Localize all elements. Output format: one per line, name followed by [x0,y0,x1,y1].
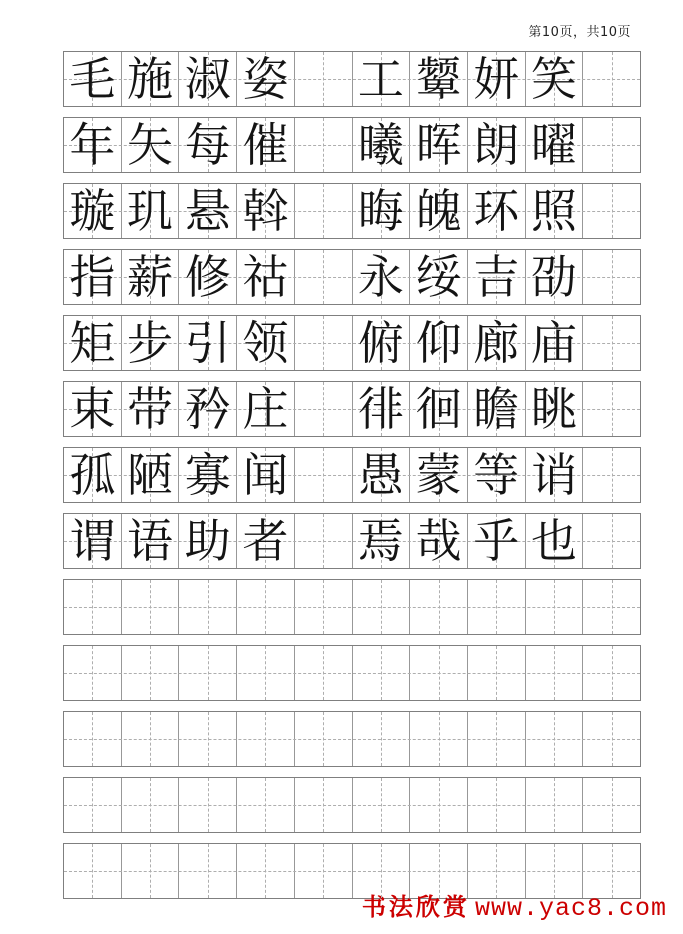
calligraphy-character: 矜 [184,382,231,436]
character-cell [353,316,411,370]
character-cell [353,118,411,172]
empty-cell [237,844,295,898]
calligraphy-character [295,52,352,106]
character-cell [122,118,180,172]
calligraphy-character [295,184,352,238]
character-cell [526,382,584,436]
calligraphy-character [583,514,640,568]
character-cell [179,118,237,172]
calligraphy-character: 毛 [69,52,116,106]
empty-cell [64,712,122,766]
empty-practice-row [63,579,641,635]
calligraphy-character: 施 [127,52,174,106]
character-cell [468,382,526,436]
calligraphy-character: 指 [69,250,116,304]
empty-cell [353,712,411,766]
calligraphy-character: 孤 [69,448,116,502]
calligraphy-character: 斡 [242,184,289,238]
calligraphy-character: 矢 [127,118,174,172]
calligraphy-character: 瞻 [473,382,520,436]
calligraphy-character [583,316,640,370]
character-cell [122,52,180,106]
empty-cell [295,118,353,172]
character-cell [122,316,180,370]
empty-cell [295,250,353,304]
character-cell [122,448,180,502]
calligraphy-character: 环 [473,184,520,238]
empty-cell [64,580,122,634]
character-cell [468,184,526,238]
calligraphy-character: 玑 [127,184,174,238]
calligraphy-character: 晖 [415,118,462,172]
empty-cell [410,778,468,832]
calligraphy-character: 愚 [357,448,404,502]
calligraphy-character: 徊 [415,382,462,436]
empty-cell [237,778,295,832]
character-cell [237,382,295,436]
empty-cell [295,580,353,634]
character-cell [468,52,526,106]
calligraphy-character: 姿 [242,52,289,106]
empty-cell [179,646,237,700]
empty-cell [583,712,640,766]
character-cell [179,184,237,238]
calligraphy-character [583,184,640,238]
calligraphy-character: 淑 [184,52,231,106]
empty-practice-row [63,777,641,833]
character-cell [179,514,237,568]
character-cell [64,184,122,238]
empty-cell [583,778,640,832]
empty-cell [179,580,237,634]
empty-cell [410,580,468,634]
empty-cell [526,580,584,634]
character-cell [353,514,411,568]
character-cell [353,448,411,502]
character-cell [179,52,237,106]
character-cell [237,514,295,568]
character-cell [410,448,468,502]
empty-cell [295,712,353,766]
calligraphy-character [583,382,640,436]
calligraphy-character: 语 [127,514,174,568]
calligraphy-character: 笑 [530,52,577,106]
calligraphy-character: 妍 [473,52,520,106]
empty-cell [468,712,526,766]
character-cell [468,316,526,370]
empty-cell [122,778,180,832]
calligraphy-character: 吉 [473,250,520,304]
character-cell [468,118,526,172]
calligraphy-character [295,118,352,172]
character-cell [353,250,411,304]
empty-cell [583,646,640,700]
calligraphy-character: 修 [184,250,231,304]
calligraphy-character: 眺 [530,382,577,436]
grid-row [63,513,641,569]
character-cell [526,316,584,370]
empty-cell [410,712,468,766]
empty-cell [583,250,640,304]
empty-practice-row [63,843,641,899]
character-cell [237,316,295,370]
calligraphy-character: 每 [184,118,231,172]
empty-practice-row [63,645,641,701]
empty-cell [295,316,353,370]
character-cell [237,448,295,502]
empty-cell [179,844,237,898]
character-cell [64,52,122,106]
character-cell [179,382,237,436]
empty-cell [295,646,353,700]
character-cell [179,316,237,370]
calligraphy-character: 领 [242,316,289,370]
calligraphy-character: 年 [69,118,116,172]
character-cell [410,514,468,568]
empty-cell [295,844,353,898]
calligraphy-character: 劭 [530,250,577,304]
empty-cell [583,184,640,238]
character-cell [64,382,122,436]
grid-row [63,381,641,437]
calligraphy-character: 蒙 [415,448,462,502]
calligraphy-character [295,250,352,304]
empty-cell [295,382,353,436]
empty-cell [295,514,353,568]
empty-cell [353,778,411,832]
empty-cell [122,580,180,634]
character-cell [64,514,122,568]
calligraphy-character: 祜 [242,250,289,304]
calligraphy-character: 谓 [69,514,116,568]
grid-row [63,51,641,107]
calligraphy-character: 乎 [473,514,520,568]
empty-cell [295,184,353,238]
watermark-site-url: www.yac8.com [474,894,667,923]
character-cell [410,382,468,436]
character-cell [468,448,526,502]
empty-cell [526,712,584,766]
calligraphy-character: 永 [357,250,404,304]
calligraphy-character: 庄 [242,382,289,436]
character-cell [468,514,526,568]
calligraphy-character: 助 [184,514,231,568]
character-cell [179,250,237,304]
character-cell [353,184,411,238]
character-cell [64,316,122,370]
empty-cell [179,712,237,766]
empty-cell [583,514,640,568]
page-indicator: 第10页，共10页 [528,25,631,40]
calligraphy-character: 照 [530,184,577,238]
character-cell [64,250,122,304]
grid-row [63,249,641,305]
empty-cell [468,580,526,634]
calligraphy-character: 绥 [415,250,462,304]
empty-cell [353,646,411,700]
empty-cell [64,844,122,898]
grid-row [63,117,641,173]
character-cell [122,184,180,238]
calligraphy-character: 焉 [357,514,404,568]
calligraphy-character: 哉 [415,514,462,568]
calligraphy-character: 矩 [69,316,116,370]
empty-cell [583,580,640,634]
calligraphy-character [295,316,352,370]
empty-cell [237,646,295,700]
empty-cell [237,712,295,766]
character-cell [526,184,584,238]
calligraphy-character: 等 [473,448,520,502]
watermark-site-name: 书法欣赏 [361,892,470,921]
character-cell [526,448,584,502]
character-cell [410,118,468,172]
character-cell [122,382,180,436]
calligraphy-character: 也 [530,514,577,568]
calligraphy-character: 晦 [357,184,404,238]
empty-cell [122,646,180,700]
empty-cell [179,778,237,832]
character-cell [237,184,295,238]
calligraphy-character: 曦 [357,118,404,172]
calligraphy-character [583,250,640,304]
calligraphy-character: 薪 [127,250,174,304]
character-cell [237,118,295,172]
empty-cell [526,646,584,700]
calligraphy-character: 庙 [530,316,577,370]
calligraphy-character: 徘 [357,382,404,436]
grid-row [63,183,641,239]
character-cell [64,448,122,502]
empty-cell [583,118,640,172]
empty-practice-row [63,711,641,767]
calligraphy-character: 束 [69,382,116,436]
empty-cell [237,580,295,634]
character-cell [179,448,237,502]
calligraphy-character: 仰 [415,316,462,370]
calligraphy-character [295,514,352,568]
empty-cell [64,778,122,832]
character-cell [410,316,468,370]
character-cell [353,382,411,436]
calligraphy-character [295,382,352,436]
grid-row [63,447,641,503]
empty-cell [583,382,640,436]
empty-cell [468,646,526,700]
empty-cell [295,778,353,832]
grid-row [63,315,641,371]
calligraphy-character: 颦 [415,52,462,106]
character-cell [122,514,180,568]
character-cell [410,250,468,304]
empty-cell [583,316,640,370]
empty-cell [295,52,353,106]
calligraphy-character: 步 [127,316,174,370]
calligraphy-character: 曜 [530,118,577,172]
calligraphy-character: 陋 [127,448,174,502]
empty-cell [583,52,640,106]
empty-cell [64,646,122,700]
character-cell [122,250,180,304]
empty-cell [122,844,180,898]
character-cell [526,118,584,172]
calligraphy-character: 工 [357,52,404,106]
character-cell [64,118,122,172]
character-cell [237,250,295,304]
character-cell [353,52,411,106]
calligraphy-character [295,448,352,502]
character-cell [410,184,468,238]
watermark [362,887,667,923]
empty-cell [353,580,411,634]
character-cell [526,514,584,568]
calligraphy-character: 诮 [530,448,577,502]
calligraphy-character: 闻 [242,448,289,502]
calligraphy-character: 廊 [473,316,520,370]
character-cell [468,250,526,304]
empty-cell [526,778,584,832]
calligraphy-character: 带 [127,382,174,436]
empty-cell [295,448,353,502]
empty-cell [410,646,468,700]
calligraphy-character: 朗 [473,118,520,172]
character-cell [237,52,295,106]
character-cell [410,52,468,106]
calligraphy-character: 引 [184,316,231,370]
character-cell [526,52,584,106]
calligraphy-character [583,118,640,172]
empty-cell [122,712,180,766]
practice-grid [63,51,641,909]
calligraphy-character: 寡 [184,448,231,502]
calligraphy-character: 者 [242,514,289,568]
calligraphy-character [583,448,640,502]
character-cell [526,250,584,304]
calligraphy-character [583,52,640,106]
empty-cell [583,448,640,502]
calligraphy-character: 俯 [357,316,404,370]
calligraphy-character: 璇 [69,184,116,238]
calligraphy-character: 悬 [184,184,231,238]
empty-cell [468,778,526,832]
calligraphy-character: 催 [242,118,289,172]
calligraphy-character: 魄 [415,184,462,238]
